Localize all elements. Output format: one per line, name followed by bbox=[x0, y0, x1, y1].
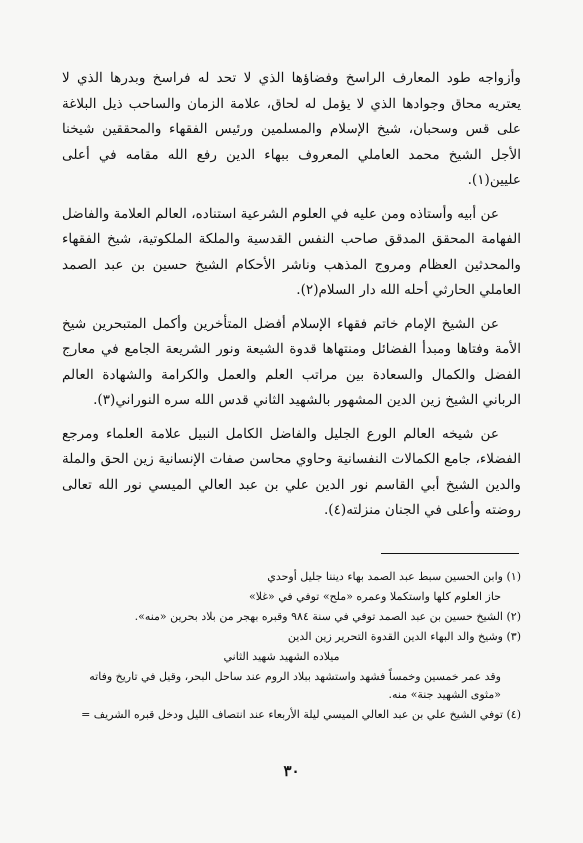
footnote-1-verse-1: (١) وابن الحسين سبط عبد الصمد بهاء ديننا جليل أوحدي bbox=[267, 570, 521, 583]
footnote-3-verse-2: ميلاده الشهيد شهيد الثاني bbox=[223, 650, 340, 663]
footnote-2: (٢) الشيخ حسين بن عبد الصمد توفي في سنة ٩٨٤ وقبره بهجر من بلاد بحرين «منه». bbox=[134, 610, 521, 623]
paragraph: عن الشيخ الإمام خاتم فقهاء الإسلام أفضل المتأخرين وأكمل المتبحرين شيخ الأمة وفتاها ومبدأ الفضائل ومنتهاها قدوة الشيعة ونور الشريعة الجامع في معارج الفضل والكمال والسعادة بين مراتب العلم والعمل والكرامة والشهادة العالم الرباني الشيخ زين الدين المشهور بالشهيد الثاني قدس الله سره النوراني(٣). bbox=[62, 315, 521, 408]
footnotes bbox=[62, 568, 521, 726]
footnote-1-verse-2: حاز العلوم كلها واستكملا وعمره «ملح» توفي في «غلا» bbox=[248, 590, 501, 603]
paragraph: وأزواجه طود المعارف الراسخ وفضاؤها الذي لا تحد له فراسخ وبدرها الذي لا يعتريه محاق وجوادها الذي لا يؤمل له لحاق، علامة الزمان والساحب ذيل البلاغة على قس وسحبان، شيخ الإسلام والمسلمين ورئيس الفقهاء والمحققين شيخنا الأجل الشيخ محمد العاملي المعروف ببهاء الدين رفع الله مقامه في أعلى عليين(١). bbox=[62, 70, 521, 188]
page-number: ٣٠ bbox=[283, 762, 300, 780]
footnote-separator bbox=[381, 553, 519, 554]
footnote-3-prose: وقد عمر خمسين وخمساً فشهد واستشهد ببلاد الروم عند ساحل البحر، وقيل في تاريخ وفاته «مثوى الشهيد جنة» منه. bbox=[89, 670, 501, 701]
footnote-4: (٤) توفي الشيخ علي بن عبد العالي الميسي ليلة الأربعاء عند انتصاف الليل ودخل قبره الشريف = bbox=[81, 708, 521, 721]
footnote-3-verse-1: (٣) وشيخ والد البهاء الدين القدوة التحرير زين الدين bbox=[287, 630, 521, 643]
main-text bbox=[62, 66, 521, 532]
paragraph: عن أبيه وأستاذه ومن عليه في العلوم الشرعية استناده، العالم العلامة والفاضل الفهامة المحقق المدقق صاحب النفس القدسية والملكة الملكوتية، شيخ الفقهاء والمحدثين العظام ومروج المذهب وناشر الأحكام الشيخ حسين بن عبد الصمد العاملي الحارثي أحله الله دار السلام(٢). bbox=[62, 205, 521, 298]
paragraph: عن شيخه العالم الورع الجليل والفاضل الكامل النبيل علامة العلماء ومرجع الفضلاء، جامع الكمالات النفسانية وحاوي محاسن صفات الإنسانية زين الحق والملة والدين الشيخ أبي القاسم نور الدين علي بن عبد العالي الميسي نور الله تعالى روضته وأعلى في الجنان منزلته(٤). bbox=[62, 425, 521, 518]
